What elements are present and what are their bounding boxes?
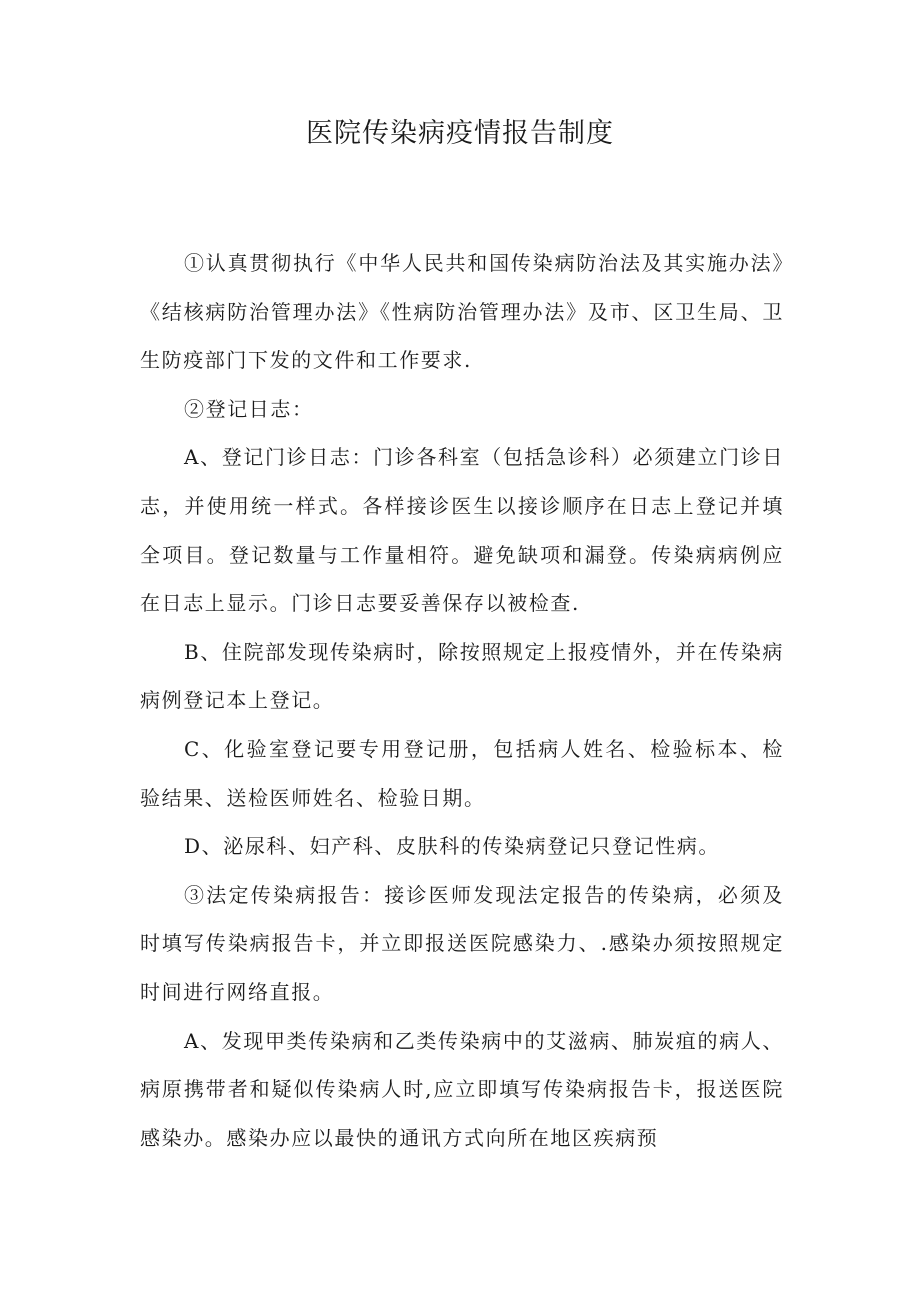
paragraph-7: ③法定传染病报告：接诊医师发现法定报告的传染病，必须及时填写传染病报告卡，并立即报送医院感染力、.感染办须按照规定时间进行网络直报。 [140,882,784,1004]
paragraph-4: B、住院部发现传染病时，除按照规定上报疫情外，并在传染病病例登记本上登记。 [140,639,784,713]
paragraph-1: ①认真贯彻执行《中华人民共和国传染病防治法及其实施办法》《结核病防治管理办法》《性病防治管理办法》及市、区卫生局、卫生防疫部门下发的文件和工作要求. [140,251,784,373]
paragraph-3: A、登记门诊日志：门诊各科室（包括急诊科）必须建立门诊日志，并使用统一样式。各样接诊医生以接诊顺序在日志上登记并填全项目。登记数量与工作量相符。避免缺项和漏登。传染病病例应在日志上显示。门诊日志要妥善保存以被检查. [140,445,784,616]
paragraph-8: A、发现甲类传染病和乙类传染病中的艾滋病、肺炭疽的病人、病原携带者和疑似传染病人时,应立即填写传染病报告卡，报送医院感染办。感染办应以最快的通讯方式向所在地区疾病预 [140,1028,784,1150]
paragraph-2: ②登记日志： [184,396,314,421]
document-title: 医院传染病疫情报告制度 [306,118,614,149]
document-body [140,239,784,1162]
paragraph-6: D、泌尿科、妇产科、皮肤科的传染病登记只登记性病。 [184,834,721,859]
paragraph-5: C、化验室登记要专用登记册，包括病人姓名、检验标本、检验结果、送检医师姓名、检验日期。 [140,736,784,810]
